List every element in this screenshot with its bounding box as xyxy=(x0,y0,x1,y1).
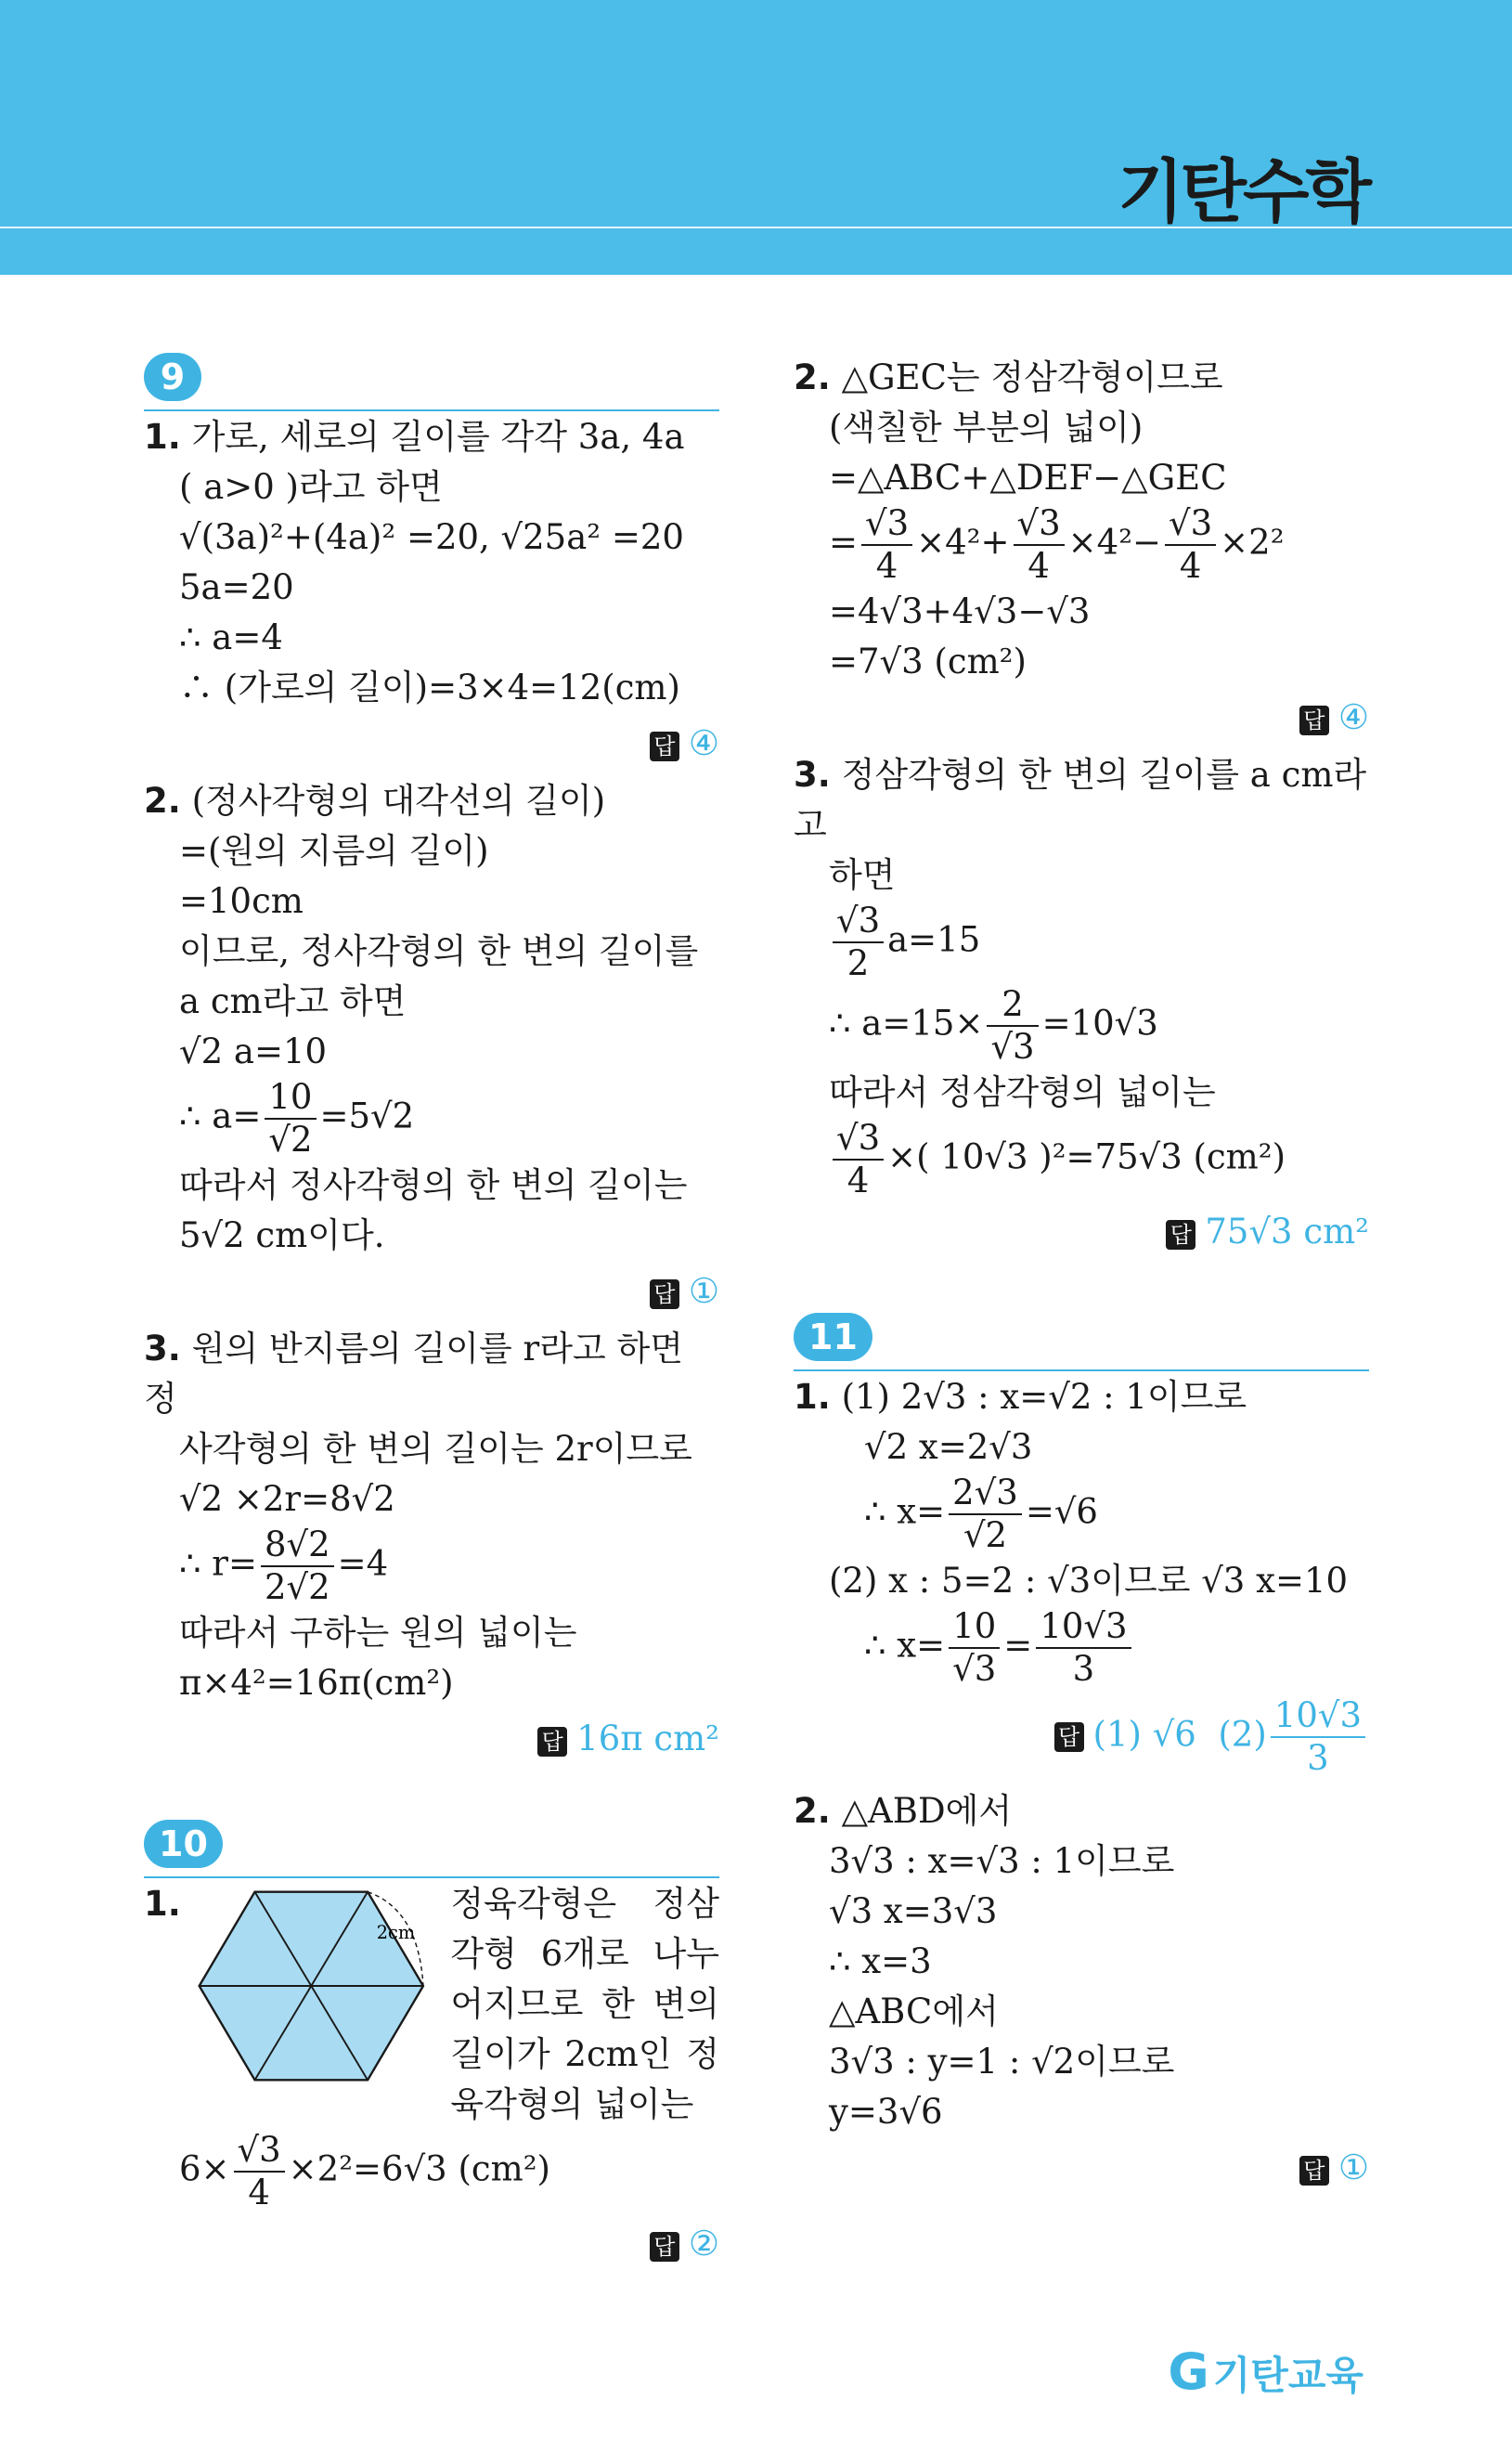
fraction xyxy=(234,2130,285,2213)
problem-11-2 xyxy=(794,1786,1369,2193)
section-9 xyxy=(144,353,719,1764)
eq-part: ×2²=6√3 (cm²) xyxy=(288,2148,550,2189)
answer xyxy=(794,1207,1369,1257)
numerator: √3 xyxy=(833,901,884,943)
text-line: y=3√6 xyxy=(829,2092,943,2132)
section-9-header xyxy=(144,353,719,409)
denominator: √3 xyxy=(990,1027,1035,1067)
section-11-header xyxy=(794,1313,1369,1369)
text-line: (2) x : 5=2 : √3이므로 √3 x=10 xyxy=(829,1561,1349,1601)
problem-number: 2. xyxy=(144,781,181,821)
problem-number: 1. xyxy=(144,417,181,457)
answer xyxy=(794,693,1369,743)
section-rule xyxy=(144,409,719,411)
text-line: 따라서 구하는 원의 넓이는 xyxy=(179,1613,577,1653)
equation xyxy=(794,901,1369,984)
right-column xyxy=(794,353,1369,2249)
numerator: 8√2 xyxy=(261,1524,334,1567)
fraction xyxy=(861,503,912,587)
answer-mark-icon: 답 xyxy=(650,732,679,761)
problem-9-3 xyxy=(144,1324,719,1764)
footer-brand: 기탄교육 xyxy=(1212,2353,1363,2398)
text-line: 정삼각형의 한 변의 길이를 a cm라고 xyxy=(794,755,1367,845)
denominator: 4 xyxy=(1027,546,1050,586)
equation xyxy=(144,2130,719,2213)
text-line: 정육각형은 정삼각형 6개로 나누어지므로 한 변의 길이가 2cm인 정육각형의 넓이는 xyxy=(450,1884,719,2124)
answer-mark-icon: 답 xyxy=(1054,1722,1084,1752)
numerator: 2 xyxy=(987,984,1038,1027)
fraction xyxy=(261,1524,334,1608)
eq-part: ∴ x= xyxy=(864,1625,946,1666)
text-line: 가로, 세로의 길이를 각각 3a, 4a xyxy=(191,417,685,457)
text-line: =10cm xyxy=(179,881,304,921)
answer-value: (2) xyxy=(1218,1714,1267,1755)
eq-part: ∴ x= xyxy=(864,1491,946,1532)
answer-value: 16π cm² xyxy=(576,1719,719,1758)
answer-mark-icon: 답 xyxy=(537,1727,567,1757)
problem-number: 3. xyxy=(794,755,831,795)
numerator: √3 xyxy=(1165,503,1216,546)
text-line: 3√3 : x=√3 : 1이므로 xyxy=(829,1841,1175,1881)
text-line: 하면 xyxy=(829,855,896,895)
numerator: 10√3 xyxy=(1271,1695,1365,1738)
equation xyxy=(144,1077,719,1161)
eq-part: ×4²− xyxy=(1067,522,1162,563)
eq-part: =10√3 xyxy=(1041,1003,1158,1044)
answer xyxy=(794,2143,1369,2193)
text-line: ( a>0 )라고 하면 xyxy=(179,467,443,507)
numerator: 2√3 xyxy=(949,1472,1022,1515)
section-11 xyxy=(794,1313,1369,2193)
text-line: √2 x=2√3 xyxy=(864,1427,1033,1467)
denominator: 3 xyxy=(1072,1649,1095,1689)
section-badge: 11 xyxy=(794,1313,872,1361)
fraction xyxy=(833,901,884,984)
equation xyxy=(794,1472,1369,1556)
text-line: △ABC에서 xyxy=(829,1991,999,2031)
denominator: 4 xyxy=(248,2173,270,2212)
numerator: √3 xyxy=(1014,503,1065,546)
text-line: √2 ×2r=8√2 xyxy=(179,1479,395,1519)
text-line: (색칠한 부분의 넓이) xyxy=(829,408,1144,448)
equation xyxy=(794,1606,1369,1690)
eq-part: a=15 xyxy=(887,919,981,960)
problem-9-2 xyxy=(144,776,719,1317)
text-line: 사각형의 한 변의 길이는 2r이므로 xyxy=(179,1429,692,1469)
hexagon-side-label: 2cm xyxy=(376,1921,415,1943)
fraction xyxy=(833,1118,884,1201)
text-line: =7√3 (cm²) xyxy=(829,642,1027,681)
text-line: (1) 2√3 : x=√2 : 1이므로 xyxy=(841,1377,1247,1417)
answer xyxy=(794,1695,1369,1779)
section-10-right xyxy=(794,353,1369,1257)
text-line: (정사각형의 대각선의 길이) xyxy=(191,781,606,821)
numerator: 10 xyxy=(949,1606,1000,1649)
denominator: √2 xyxy=(268,1120,313,1160)
text-line: ∴ (가로의 길이)=3×4=12(cm) xyxy=(179,668,680,707)
eq-part: =√6 xyxy=(1025,1491,1098,1532)
text-line: π×4²=16π(cm²) xyxy=(179,1663,454,1703)
text-line: 이므로, 정사각형의 한 변의 길이를 xyxy=(179,931,699,971)
numerator: √3 xyxy=(234,2130,285,2173)
answer-value: ② xyxy=(688,2224,719,2264)
text-line: 3√3 : y=1 : √2이므로 xyxy=(829,2042,1175,2082)
eq-part: = xyxy=(829,522,859,563)
problem-number: 2. xyxy=(794,1791,831,1831)
text-line: √(3a)²+(4a)² =20, √25a² =20 xyxy=(179,517,684,557)
problem-11-1 xyxy=(794,1372,1369,1779)
answer-value: 75√3 cm² xyxy=(1205,1212,1369,1252)
text-line: △ABD에서 xyxy=(841,1791,1013,1831)
equation xyxy=(144,1524,719,1608)
denominator: 4 xyxy=(875,546,898,586)
text-line: √2 a=10 xyxy=(179,1031,328,1071)
hexagon-row xyxy=(144,1879,719,2130)
answer-mark-icon: 답 xyxy=(1299,2156,1329,2186)
eq-part: 6× xyxy=(179,2148,230,2189)
answer-value: ① xyxy=(688,1271,719,1311)
left-column xyxy=(144,353,719,2325)
problem-10-2 xyxy=(794,353,1369,743)
fraction xyxy=(1036,1606,1131,1690)
section-10-left xyxy=(144,1820,719,2269)
numerator: 10√3 xyxy=(1036,1606,1131,1649)
answer-mark-icon: 답 xyxy=(1299,706,1329,735)
numerator: 10 xyxy=(265,1077,316,1120)
fraction xyxy=(1271,1695,1365,1779)
header-band xyxy=(0,0,1512,275)
eq-part: = xyxy=(1003,1625,1033,1666)
text-line: =△ABC+△DEF−△GEC xyxy=(829,458,1227,498)
fraction xyxy=(265,1077,316,1161)
answer-value: (1) √6 xyxy=(1092,1714,1196,1755)
denominator: 4 xyxy=(1179,546,1202,586)
answer-value: ④ xyxy=(688,723,719,763)
denominator: 3 xyxy=(1307,1738,1329,1778)
text-line: 따라서 정삼각형의 넓이는 xyxy=(829,1072,1216,1112)
problem-number: 3. xyxy=(144,1329,181,1369)
answer-mark-icon: 답 xyxy=(1166,1220,1195,1250)
answer xyxy=(144,1714,719,1764)
eq-part: =4 xyxy=(337,1543,389,1584)
text-line: △GEC는 정삼각형이므로 xyxy=(841,357,1223,397)
numerator: √3 xyxy=(833,1118,884,1161)
answer xyxy=(144,2219,719,2269)
eq-part: ∴ a=15× xyxy=(829,1003,984,1044)
answer-value: ① xyxy=(1338,2147,1369,2187)
answer xyxy=(144,719,719,769)
problem-9-1 xyxy=(144,412,719,769)
fraction xyxy=(987,984,1038,1068)
text-line: ∴ x=3 xyxy=(829,1941,932,1981)
text-line: =(원의 지름의 길이) xyxy=(179,831,489,871)
problem-10-1 xyxy=(144,1879,719,2269)
fraction xyxy=(949,1472,1022,1556)
equation xyxy=(794,1118,1369,1201)
section-badge: 9 xyxy=(144,353,201,401)
fraction xyxy=(949,1606,1000,1690)
equation xyxy=(794,984,1369,1068)
section-10-header xyxy=(144,1820,719,1875)
problem-number: 1. xyxy=(144,1884,181,1924)
eq-part: ∴ a= xyxy=(179,1096,262,1136)
denominator: 2√2 xyxy=(265,1567,330,1607)
problem-10-3 xyxy=(794,750,1369,1257)
section-badge: 10 xyxy=(144,1820,223,1868)
problem-number: 2. xyxy=(794,357,831,397)
denominator: 2 xyxy=(846,943,870,983)
eq-part: ×2² xyxy=(1220,522,1285,563)
eq-part: ∴ r= xyxy=(179,1543,257,1584)
denominator: √3 xyxy=(952,1649,997,1689)
fraction xyxy=(1014,503,1065,587)
text-line: 원의 반지름의 길이를 r라고 하면 정 xyxy=(144,1329,683,1419)
text-line: a cm라고 하면 xyxy=(179,981,407,1021)
eq-part: =5√2 xyxy=(319,1096,415,1136)
text-line: ∴ a=4 xyxy=(179,617,283,657)
numerator: √3 xyxy=(861,503,912,546)
answer-mark-icon: 답 xyxy=(650,2232,679,2262)
equation xyxy=(794,503,1369,587)
section-rule xyxy=(794,1369,1369,1371)
denominator: 4 xyxy=(846,1161,870,1200)
text-line: 따라서 정사각형의 한 변의 길이는 xyxy=(179,1165,688,1205)
answer-mark-icon: 답 xyxy=(650,1279,679,1309)
eq-part: ×4²+ xyxy=(916,522,1010,563)
logo-g-icon: G xyxy=(1168,2342,1209,2401)
eq-part: ×( 10√3 )²=75√3 (cm²) xyxy=(887,1136,1286,1177)
section-rule xyxy=(144,1876,719,1878)
text-line: 5√2 cm이다. xyxy=(179,1215,385,1255)
answer xyxy=(144,1266,719,1317)
footer-logo xyxy=(1168,2342,1363,2401)
text-line: √3 x=3√3 xyxy=(829,1891,998,1931)
text-line: =4√3+4√3−√3 xyxy=(829,591,1091,631)
text-line: 5a=20 xyxy=(179,567,294,607)
brand-title: 기탄수학 xyxy=(1118,152,1368,232)
fraction xyxy=(1165,503,1216,587)
hexagon-figure xyxy=(190,1879,433,2093)
denominator: √2 xyxy=(963,1515,1008,1555)
answer-value: ④ xyxy=(1338,697,1369,737)
problem-number: 1. xyxy=(794,1377,831,1417)
